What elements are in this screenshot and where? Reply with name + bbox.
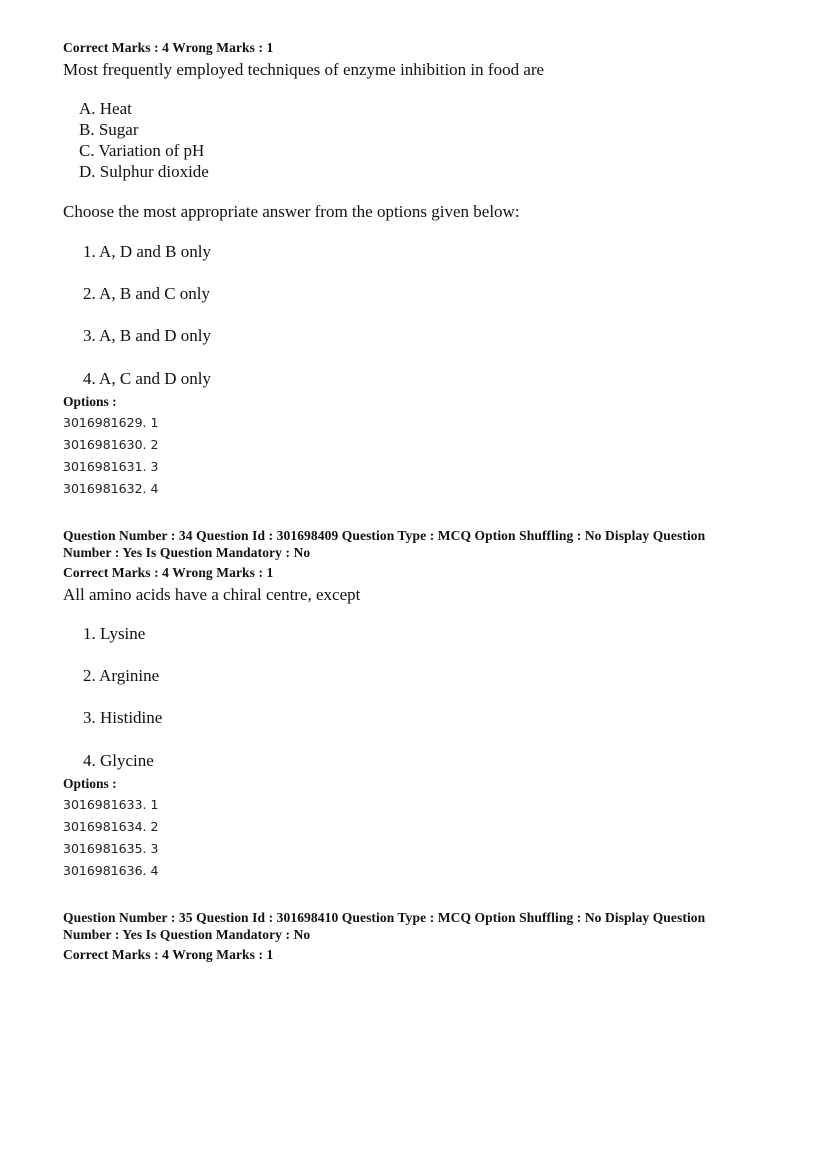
marks-line: Correct Marks : 4 Wrong Marks : 1: [63, 565, 274, 580]
question-header-line-1: Question Number : 35 Question Id : 301698410 Question Type : MCQ Option Shuffling : No Display Question: [63, 910, 706, 925]
answer-option-4: 4. Glycine: [83, 751, 154, 770]
option-code: 3016981632. 4: [63, 481, 159, 496]
question-stem: Most frequently employed techniques of enzyme inhibition in food are: [63, 60, 545, 79]
answer-option-4: 4. A, C and D only: [83, 369, 211, 388]
option-code: 3016981634. 2: [63, 819, 159, 834]
question-header-line-2: Number : Yes Is Question Mandatory : No: [63, 927, 311, 942]
answer-option-1: 1. A, D and B only: [83, 242, 211, 261]
answer-option-2: 2. A, B and C only: [83, 284, 211, 303]
options-label: Options :: [63, 776, 117, 791]
answer-option-2: 2. Arginine: [83, 666, 160, 685]
option-code: 3016981636. 4: [63, 863, 159, 878]
instruction-text: Choose the most appropriate answer from the options given below:: [63, 202, 520, 221]
option-code: 3016981629. 1: [63, 415, 159, 430]
statement-c: C. Variation of pH: [79, 141, 205, 160]
marks-line: Correct Marks : 4 Wrong Marks : 1: [63, 40, 274, 55]
question-stem: All amino acids have a chiral centre, except: [63, 585, 361, 604]
option-code: 3016981631. 3: [63, 459, 159, 474]
option-code: 3016981630. 2: [63, 437, 159, 452]
option-code: 3016981635. 3: [63, 841, 159, 856]
marks-line: Correct Marks : 4 Wrong Marks : 1: [63, 947, 274, 962]
statement-d: D. Sulphur dioxide: [79, 162, 209, 181]
statement-b: B. Sugar: [79, 120, 139, 139]
options-label: Options :: [63, 394, 117, 409]
answer-option-3: 3. A, B and D only: [83, 326, 211, 345]
option-code: 3016981633. 1: [63, 797, 159, 812]
statement-a: A. Heat: [79, 99, 132, 118]
question-header-line-1: Question Number : 34 Question Id : 301698409 Question Type : MCQ Option Shuffling : No Display Question: [63, 528, 706, 543]
answer-option-1: 1. Lysine: [83, 624, 146, 643]
answer-option-3: 3. Histidine: [83, 708, 163, 727]
question-header-line-2: Number : Yes Is Question Mandatory : No: [63, 545, 311, 560]
